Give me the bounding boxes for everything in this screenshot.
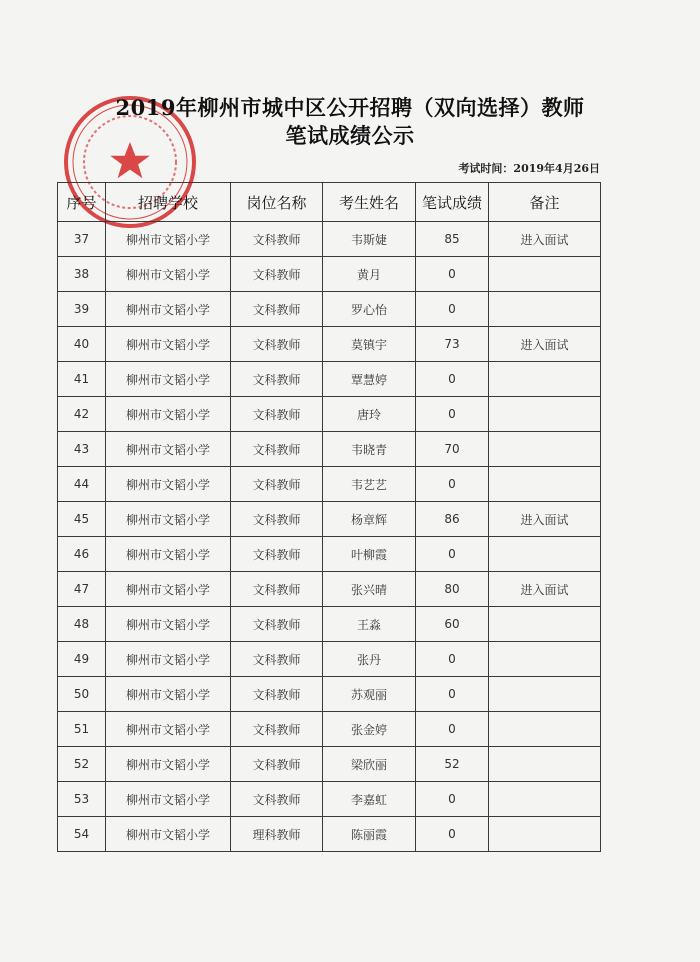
row-note: 进入面试: [489, 572, 601, 607]
document-subtitle: 笔试成绩公示: [285, 123, 415, 148]
row-post: 文科教师: [231, 257, 323, 292]
row-candidate-name: 唐玲: [323, 397, 416, 432]
row-school: 柳州市文韬小学: [106, 327, 231, 362]
row-number: 38: [58, 257, 106, 292]
table-row: [58, 572, 601, 607]
row-score: 0: [416, 817, 489, 852]
row-candidate-name: 陈丽霞: [323, 817, 416, 852]
row-note: [489, 712, 601, 747]
row-post: 文科教师: [231, 327, 323, 362]
row-candidate-name: 罗心怡: [323, 292, 416, 327]
row-number: 37: [58, 222, 106, 257]
table-row: [58, 537, 601, 572]
row-post: 文科教师: [231, 397, 323, 432]
row-post: 文科教师: [231, 292, 323, 327]
table-row: [58, 712, 601, 747]
row-school: 柳州市文韬小学: [106, 572, 231, 607]
table-row: [58, 467, 601, 502]
header-candidate-name: 考生姓名: [323, 183, 416, 222]
table-row: [58, 257, 601, 292]
row-school: 柳州市文韬小学: [106, 397, 231, 432]
table-row: [58, 397, 601, 432]
row-number: 51: [58, 712, 106, 747]
row-score: 0: [416, 537, 489, 572]
row-note: [489, 467, 601, 502]
row-school: 柳州市文韬小学: [106, 222, 231, 257]
row-note: [489, 292, 601, 327]
row-post: 文科教师: [231, 712, 323, 747]
row-candidate-name: 莫镇宇: [323, 327, 416, 362]
table-row: [58, 327, 601, 362]
row-candidate-name: 苏观丽: [323, 677, 416, 712]
table-row: [58, 782, 601, 817]
row-post: 文科教师: [231, 537, 323, 572]
row-score: 60: [416, 607, 489, 642]
row-candidate-name: 王淼: [323, 607, 416, 642]
row-candidate-name: 黄月: [323, 257, 416, 292]
header-score: 笔试成绩: [416, 183, 489, 222]
header-school: 招聘学校: [106, 183, 231, 222]
row-note: [489, 817, 601, 852]
table-row: [58, 362, 601, 397]
row-number: 50: [58, 677, 106, 712]
row-school: 柳州市文韬小学: [106, 502, 231, 537]
table-body: [58, 222, 601, 852]
row-number: 45: [58, 502, 106, 537]
row-note: [489, 257, 601, 292]
row-score: 0: [416, 467, 489, 502]
row-note: [489, 537, 601, 572]
row-candidate-name: 韦艺艺: [323, 467, 416, 502]
row-number: 46: [58, 537, 106, 572]
row-post: 文科教师: [231, 677, 323, 712]
row-number: 44: [58, 467, 106, 502]
table-header-row: [58, 183, 601, 222]
row-score: 80: [416, 572, 489, 607]
row-score: 86: [416, 502, 489, 537]
row-post: 文科教师: [231, 432, 323, 467]
row-number: 39: [58, 292, 106, 327]
row-score: 73: [416, 327, 489, 362]
row-note: [489, 747, 601, 782]
row-score: 85: [416, 222, 489, 257]
row-note: [489, 397, 601, 432]
row-candidate-name: 韦斯婕: [323, 222, 416, 257]
row-school: 柳州市文韬小学: [106, 642, 231, 677]
row-candidate-name: 杨章辉: [323, 502, 416, 537]
row-score: 0: [416, 362, 489, 397]
row-post: 文科教师: [231, 362, 323, 397]
row-note: 进入面试: [489, 327, 601, 362]
row-post: 文科教师: [231, 607, 323, 642]
row-school: 柳州市文韬小学: [106, 257, 231, 292]
row-post: 文科教师: [231, 782, 323, 817]
row-school: 柳州市文韬小学: [106, 817, 231, 852]
row-candidate-name: 韦晓青: [323, 432, 416, 467]
row-note: 进入面试: [489, 502, 601, 537]
row-school: 柳州市文韬小学: [106, 712, 231, 747]
row-score: 0: [416, 642, 489, 677]
row-note: [489, 782, 601, 817]
row-number: 52: [58, 747, 106, 782]
row-number: 48: [58, 607, 106, 642]
table-row: [58, 502, 601, 537]
row-number: 53: [58, 782, 106, 817]
row-candidate-name: 覃慧婷: [323, 362, 416, 397]
row-school: 柳州市文韬小学: [106, 747, 231, 782]
header-post: 岗位名称: [231, 183, 323, 222]
header-number: 序号: [58, 183, 106, 222]
row-candidate-name: 李嘉虹: [323, 782, 416, 817]
row-number: 42: [58, 397, 106, 432]
header-note: 备注: [489, 183, 601, 222]
row-score: 52: [416, 747, 489, 782]
row-score: 0: [416, 712, 489, 747]
row-number: 49: [58, 642, 106, 677]
row-note: [489, 362, 601, 397]
row-post: 理科教师: [231, 817, 323, 852]
row-school: 柳州市文韬小学: [106, 537, 231, 572]
row-post: 文科教师: [231, 642, 323, 677]
row-candidate-name: 张金婷: [323, 712, 416, 747]
row-note: [489, 677, 601, 712]
row-note: [489, 607, 601, 642]
row-score: 0: [416, 397, 489, 432]
row-number: 41: [58, 362, 106, 397]
row-post: 文科教师: [231, 747, 323, 782]
row-score: 0: [416, 782, 489, 817]
row-score: 0: [416, 257, 489, 292]
row-note: 进入面试: [489, 222, 601, 257]
table-row: [58, 642, 601, 677]
exam-date: 考试时间：2019年4月26日: [458, 162, 600, 175]
table-row: [58, 747, 601, 782]
row-number: 47: [58, 572, 106, 607]
row-post: 文科教师: [231, 467, 323, 502]
table-row: [58, 677, 601, 712]
row-number: 40: [58, 327, 106, 362]
row-post: 文科教师: [231, 502, 323, 537]
table-row: [58, 222, 601, 257]
row-candidate-name: 叶柳霞: [323, 537, 416, 572]
row-school: 柳州市文韬小学: [106, 467, 231, 502]
row-candidate-name: 梁欣丽: [323, 747, 416, 782]
table-row: [58, 292, 601, 327]
row-candidate-name: 张兴晴: [323, 572, 416, 607]
row-candidate-name: 张丹: [323, 642, 416, 677]
row-school: 柳州市文韬小学: [106, 677, 231, 712]
row-score: 70: [416, 432, 489, 467]
row-note: [489, 642, 601, 677]
row-school: 柳州市文韬小学: [106, 292, 231, 327]
row-school: 柳州市文韬小学: [106, 362, 231, 397]
row-post: 文科教师: [231, 222, 323, 257]
row-school: 柳州市文韬小学: [106, 432, 231, 467]
row-score: 0: [416, 677, 489, 712]
row-number: 54: [58, 817, 106, 852]
row-note: [489, 432, 601, 467]
row-number: 43: [58, 432, 106, 467]
row-score: 0: [416, 292, 489, 327]
row-school: 柳州市文韬小学: [106, 782, 231, 817]
document-title: 2019年柳州市城中区公开招聘（双向选择）教师: [115, 95, 585, 120]
table-row: [58, 607, 601, 642]
score-table: [57, 182, 601, 852]
row-school: 柳州市文韬小学: [106, 607, 231, 642]
table-row: [58, 817, 601, 852]
row-post: 文科教师: [231, 572, 323, 607]
table-row: [58, 432, 601, 467]
